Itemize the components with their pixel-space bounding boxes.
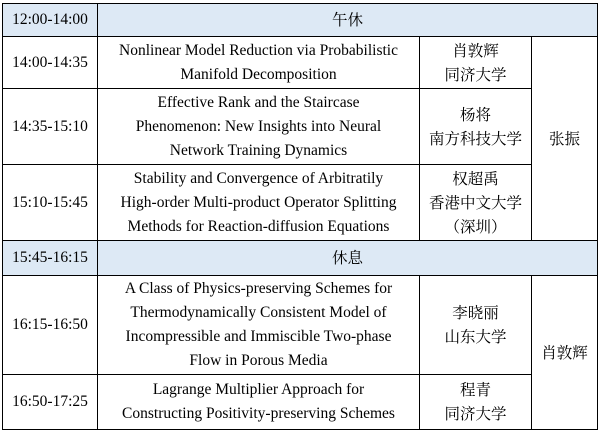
session-row [3,165,598,241]
talk-title-line: Nonlinear Model Reduction via Probabilistic [119,41,398,59]
time-cell: 14:35-15:10 [3,89,98,165]
talk-title-line: Network Training Dynamics [169,141,348,159]
speaker-affiliation: 山东大学 [444,328,507,346]
session-row [3,89,598,165]
talk-title [98,276,420,375]
talk-title-line: Phenomenon: New Insights into Neural [135,117,382,135]
speaker-affiliation: 香港中文大学 [428,193,522,212]
talk-title-line: Incompressible and Immiscible Two-phase [125,328,392,345]
time-cell: 15:10-15:45 [3,165,98,241]
time-cell: 12:00-14:00 [3,4,98,37]
speaker-name: 杨将 [459,105,491,124]
talk-title [98,165,420,241]
break-label-lunch: 午休 [98,4,598,37]
speaker-name: 权超禹 [452,169,499,188]
schedule-table [2,3,598,430]
time-cell: 16:50-17:25 [3,375,98,430]
session-row [3,37,598,89]
speaker-affiliation: 南方科技大学 [428,129,522,148]
break-row-lunch [3,4,598,37]
speaker-affiliation: 同济大学 [444,405,507,423]
break-label-rest: 休息 [98,241,598,276]
time-cell: 15:45-16:15 [3,241,98,276]
talk-title-line: Effective Rank and the Staircase [157,93,360,111]
chair-cell: 肖敦辉 [532,276,598,430]
speaker-cell [420,276,532,375]
speaker-cell [420,89,532,165]
talk-title-line: Methods for Reaction-diffusion Equations [127,217,390,235]
talk-title-line: Stability and Convergence of Arbitratily [133,169,384,187]
time-cell: 14:00-14:35 [3,37,98,89]
talk-title-line: Flow in Porous Media [189,352,328,369]
speaker-cell [420,37,532,89]
speaker-cell [420,375,532,430]
chair-cell: 张振 [532,37,598,241]
session-row [3,276,598,375]
session-row [3,375,598,430]
time-cell: 16:15-16:50 [3,276,98,375]
talk-title-line: Lagrange Multiplier Approach for [152,381,365,398]
talk-title-line: Thermodynamically Consistent Model of [130,304,387,321]
speaker-name: 李晓丽 [452,304,499,322]
talk-title [98,89,420,165]
talk-title-line: High-order Multi-product Operator Splitting [120,193,397,211]
talk-title-line: A Class of Physics-preserving Schemes for [124,280,393,297]
speaker-affiliation: 同济大学 [444,65,507,84]
speaker-affiliation: （深圳） [444,217,507,236]
speaker-name: 程青 [459,381,491,399]
speaker-cell [420,165,532,241]
talk-title [98,375,420,430]
talk-title-line: Manifold Decomposition [180,65,337,83]
speaker-name: 肖敦辉 [452,41,499,60]
talk-title [98,37,420,89]
talk-title-line: Constructing Positivity-preserving Schemes [122,405,395,422]
break-row-rest [3,241,598,276]
